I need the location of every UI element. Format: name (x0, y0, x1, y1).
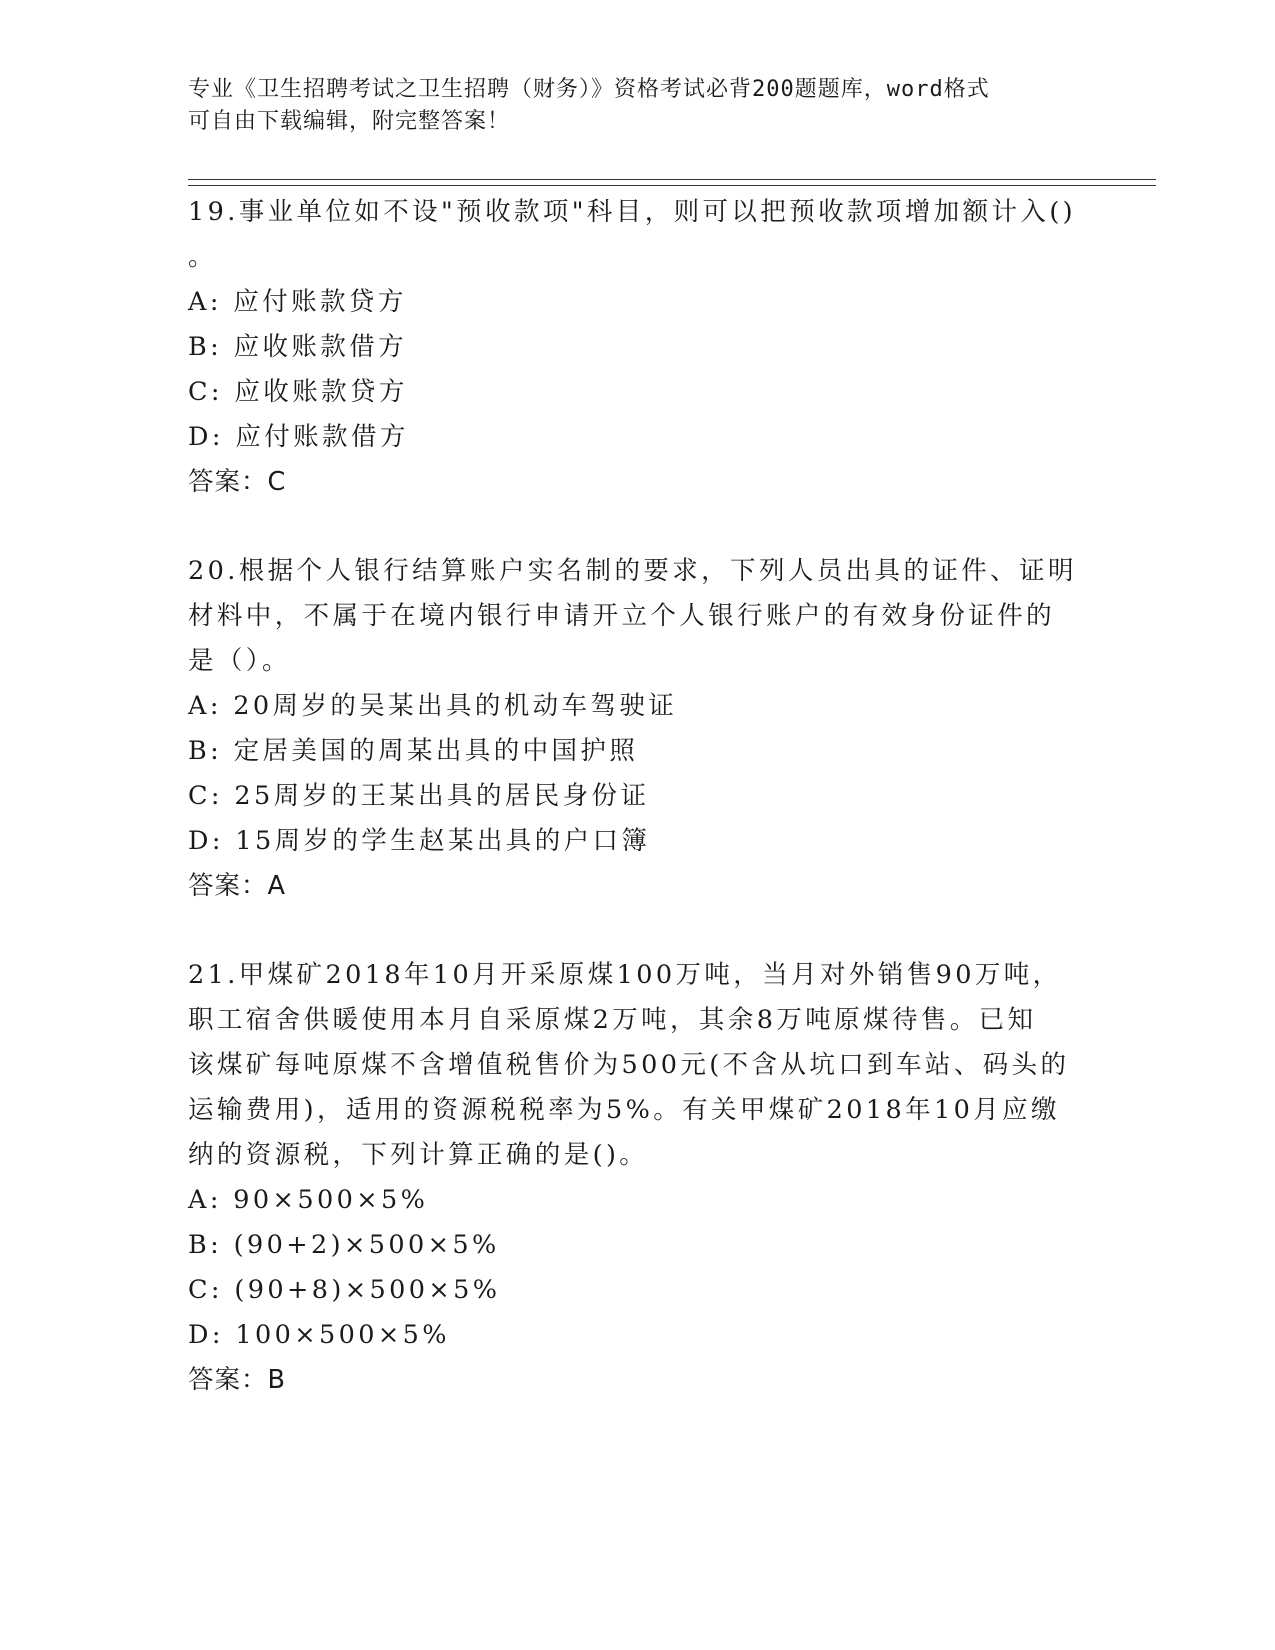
stem-line: 是（）。 (188, 646, 291, 676)
option-b: B: 应收账款借方 (188, 332, 408, 362)
option-d: D: 应付账款借方 (188, 422, 409, 452)
stem-line: 19.事业单位如不设"预收款项"科目，则可以把预收款项增加额计入() (188, 197, 1077, 227)
option-c: C: (90+8)×500×5% (188, 1275, 501, 1305)
question-stem (188, 953, 1078, 1178)
question-stem (188, 549, 1078, 684)
option-c: C: 25周岁的王某出具的居民身份证 (188, 781, 650, 811)
question-19 (188, 190, 1078, 505)
header-divider-top (188, 179, 1156, 180)
option-d: D: 100×500×5% (188, 1320, 450, 1350)
stem-line: 该煤矿每吨原煤不含增值税售价为500元(不含从坑口到车站、码头的 (188, 1050, 1070, 1080)
question-stem (188, 190, 1078, 280)
option-d: D: 15周岁的学生赵某出具的户口簿 (188, 826, 651, 856)
option-a: A: 20周岁的吴某出具的机动车驾驶证 (188, 691, 678, 721)
option-b: B: (90+2)×500×5% (188, 1230, 500, 1260)
stem-line: 20.根据个人银行结算账户实名制的要求，下列人员出具的证件、证明 (188, 556, 1077, 586)
stem-line: 材料中，不属于在境内银行申请开立个人银行账户的有效身份证件的 (188, 601, 1056, 631)
question-20 (188, 549, 1078, 909)
option-c: C: 应收账款贷方 (188, 377, 408, 407)
option-b: B: 定居美国的周某出具的中国护照 (188, 736, 639, 766)
answer-label: 答案：B (188, 1365, 286, 1395)
option-a: A: 90×500×5% (188, 1185, 429, 1215)
answer-label: 答案：C (188, 467, 287, 497)
question-21 (188, 953, 1078, 1403)
document-header (188, 74, 1068, 138)
header-line-2: 可自由下载编辑，附完整答案！ (188, 109, 511, 134)
stem-line: 21.甲煤矿2018年10月开采原煤100万吨，当月对外销售90万吨， (188, 960, 1062, 990)
stem-line: 职工宿舍供暖使用本月自采原煤2万吨，其余8万吨原煤待售。已知 (188, 1005, 1037, 1035)
answer-label: 答案：A (188, 871, 286, 901)
option-a: A: 应付账款贷方 (188, 287, 407, 317)
stem-line: 运输费用)，适用的资源税税率为5%。有关甲煤矿2018年10月应缴 (188, 1095, 1060, 1125)
header-divider-bottom (188, 185, 1156, 186)
question-list (188, 190, 1078, 1447)
header-line-1: 专业《卫生招聘考试之卫生招聘（财务）》资格考试必背200题题库，word格式 (188, 77, 990, 102)
stem-line: 纳的资源税，下列计算正确的是()。 (188, 1140, 649, 1170)
stem-line: 。 (188, 242, 217, 272)
